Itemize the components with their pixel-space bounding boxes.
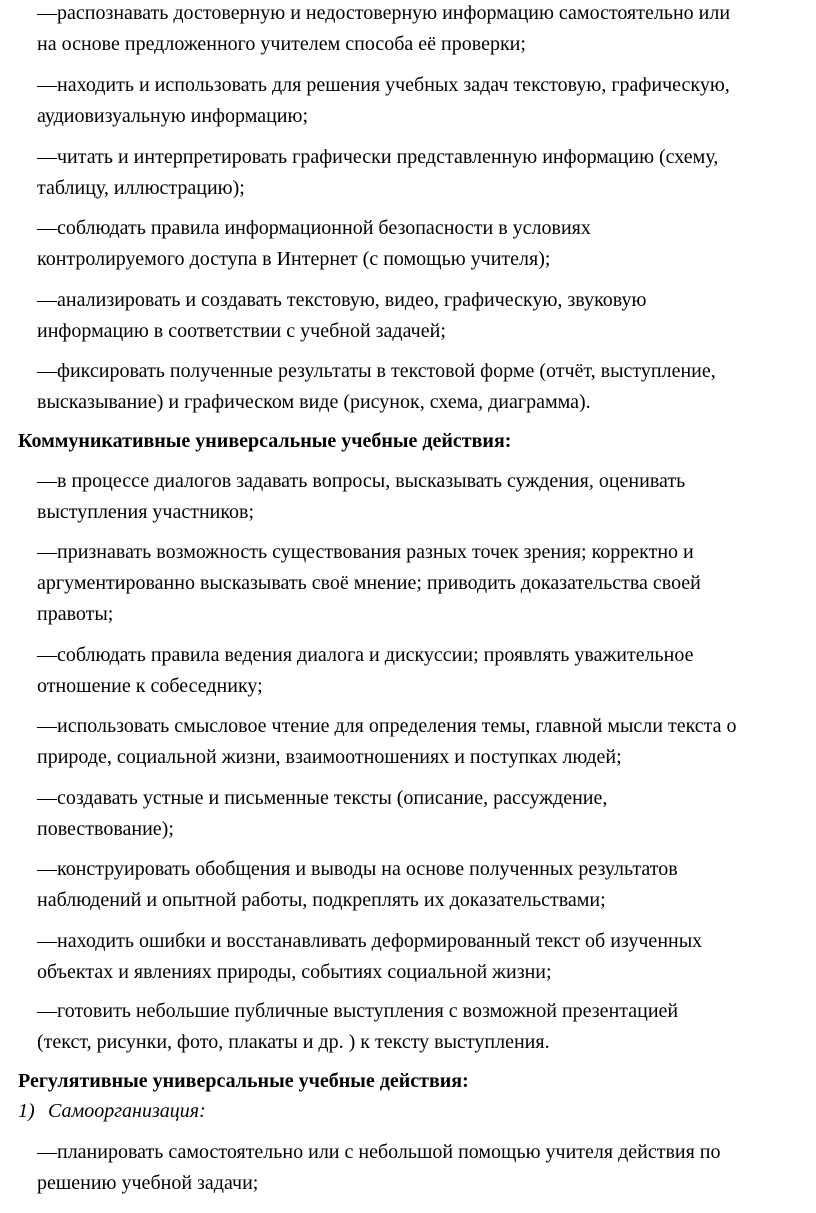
item-text: читать и интерпретировать графически представленную информацию (схему,	[57, 146, 719, 168]
item-text: фиксировать полученные результаты в текстовой форме (отчёт, выступление,	[57, 360, 716, 382]
subsection-label: Самоорганизация:	[48, 1100, 206, 1122]
dash-marker: —	[37, 2, 57, 24]
item-text: природе, социальной жизни, взаимоотношениях и поступках людей;	[37, 746, 622, 768]
info-item	[37, 213, 812, 275]
dash-marker: —	[37, 74, 57, 96]
item-text: повествование);	[37, 818, 174, 840]
dash-marker: —	[37, 470, 57, 492]
info-item	[37, 356, 812, 418]
list-item	[37, 1137, 812, 1199]
item-text: таблицу, иллюстрацию);	[37, 177, 245, 199]
dash-marker: —	[37, 787, 57, 809]
item-text: объектах и явлениях природы, событиях социальной жизни;	[37, 961, 552, 983]
item-text: правоты;	[37, 603, 114, 625]
list-item	[37, 466, 812, 528]
item-text: соблюдать правила информационной безопасности в условиях	[57, 217, 591, 239]
subsection-number: 1)	[18, 1100, 35, 1122]
list-item	[37, 996, 812, 1058]
item-text: соблюдать правила ведения диалога и дискуссии; проявлять уважительное	[57, 644, 694, 666]
item-text: находить ошибки и восстанавливать деформированный текст об изученных	[57, 930, 703, 952]
dash-marker: —	[37, 1000, 57, 1022]
item-text: находить и использовать для решения учебных задач текстовую, графическую,	[57, 74, 730, 96]
list-item	[37, 783, 812, 845]
item-text: создавать устные и письменные тексты (описание, рассуждение,	[57, 787, 608, 809]
section-heading-regulative: Регулятивные универсальные учебные действия:	[18, 1070, 469, 1092]
item-text: решению учебной задачи;	[37, 1172, 259, 1194]
item-text: готовить небольшие публичные выступления с возможной презентацией	[57, 1000, 679, 1022]
item-text: выступления участников;	[37, 501, 255, 523]
list-item	[37, 640, 812, 702]
dash-marker: —	[37, 1141, 57, 1163]
item-text: (текст, рисунки, фото, плакаты и др. ) к тексту выступления.	[37, 1031, 550, 1053]
dash-marker: —	[37, 930, 57, 952]
item-text: на основе предложенного учителем способа её проверки;	[37, 33, 526, 55]
item-text: аргументированно высказывать своё мнение; приводить доказательства своей	[37, 572, 701, 594]
item-text: высказывание) и графическом виде (рисунок, схема, диаграмма).	[37, 391, 591, 413]
item-text: планировать самостоятельно или с небольшой помощью учителя действия по	[57, 1141, 721, 1163]
item-text: контролируемого доступа в Интернет (с помощью учителя);	[37, 248, 551, 270]
item-text: аудиовизуальную информацию;	[37, 105, 309, 127]
dash-marker: —	[37, 644, 57, 666]
list-item	[37, 537, 812, 630]
subsection-heading	[0, 1096, 206, 1127]
dash-marker: —	[37, 289, 57, 311]
item-text: конструировать обобщения и выводы на основе полученных результатов	[57, 858, 678, 880]
dash-marker: —	[37, 715, 57, 737]
dash-marker: —	[37, 217, 57, 239]
item-text: анализировать и создавать текстовую, видео, графическую, звуковую	[57, 289, 647, 311]
dash-marker: —	[37, 858, 57, 880]
item-text: распознавать достоверную и недостоверную информацию самостоятельно или	[57, 2, 731, 24]
item-text: в процессе диалогов задавать вопросы, высказывать суждения, оценивать	[57, 470, 686, 492]
list-item	[37, 854, 812, 916]
info-item	[37, 142, 812, 204]
list-item	[37, 711, 815, 773]
item-text: отношение к собеседнику;	[37, 675, 263, 697]
dash-marker: —	[37, 360, 57, 382]
dash-marker: —	[37, 146, 57, 168]
list-item	[37, 926, 812, 988]
item-text: признавать возможность существования разных точек зрения; корректно и	[57, 541, 694, 563]
section-heading-communicative: Коммуникативные универсальные учебные действия:	[18, 430, 512, 452]
info-item	[37, 285, 812, 347]
dash-marker: —	[37, 541, 57, 563]
info-item	[37, 0, 812, 60]
item-text: информацию в соответствии с учебной задачей;	[37, 320, 446, 342]
info-item	[37, 70, 812, 132]
item-text: использовать смысловое чтение для определения темы, главной мысли текста о	[57, 715, 737, 737]
item-text: наблюдений и опытной работы, подкреплять их доказательствами;	[37, 889, 606, 911]
